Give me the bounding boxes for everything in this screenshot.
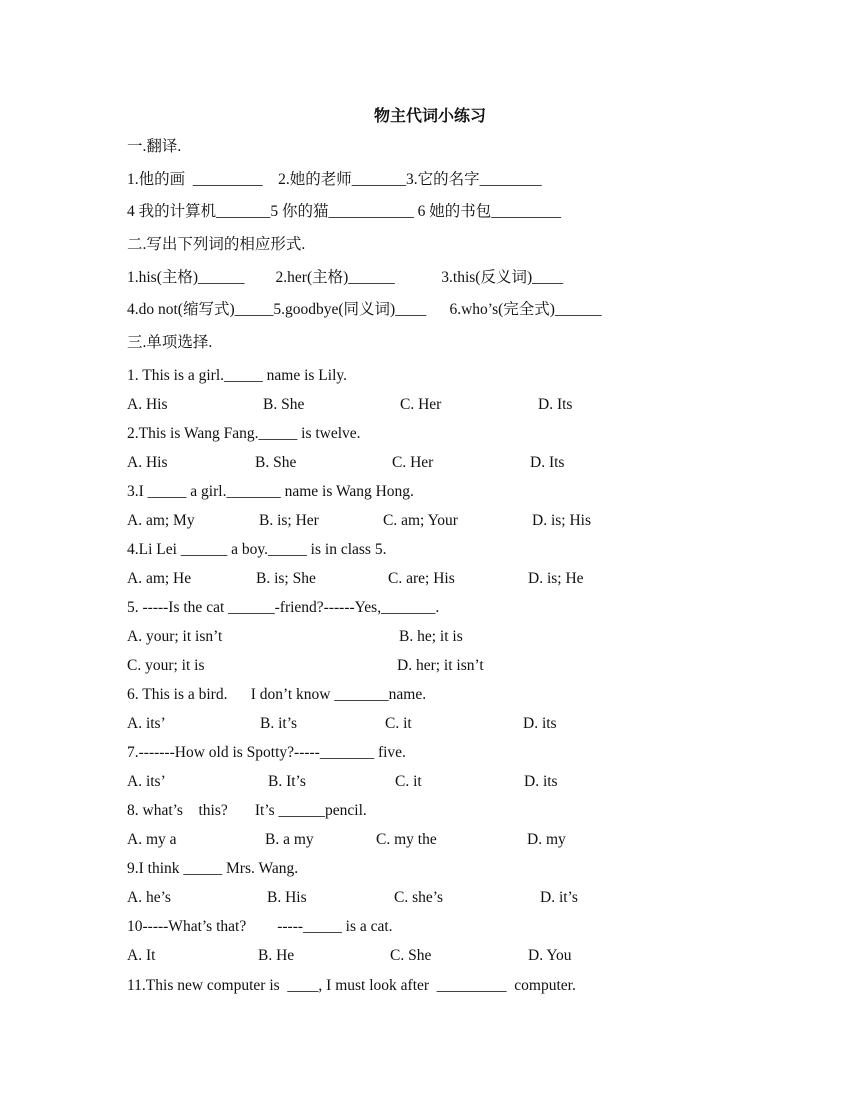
q7-option-b: B. It’s [268,773,306,790]
question-4: 4.Li Lei ______ a boy._____ is in class 5. [127,541,387,558]
q10-option-d: D. You [528,947,572,964]
q9-option-b: B. His [267,889,307,906]
q10-option-c: C. She [390,947,432,964]
page-title: 物主代词小练习 [373,108,486,125]
question-8: 8. what’s this? It’s ______pencil. [127,802,367,819]
q2-option-d: D. Its [530,454,565,471]
q5-option-b: B. he; it is [399,628,463,645]
q8-option-b: B. a my [265,831,314,848]
question-6: 6. This is a bird. I don’t know _______name. [127,686,427,703]
q1-option-c: C. Her [400,396,442,413]
section-2-line-1: 1.his(主格)______ 2.her(主格)______ 3.this(反义词)____ [127,269,564,286]
q9-option-a: A. he’s [127,889,171,906]
q1-option-a: A. His [127,396,168,413]
q5-option-d: D. her; it isn’t [397,657,484,674]
question-10: 10-----What’s that? -----_____ is a cat. [127,918,393,935]
q7-option-a: A. its’ [127,773,166,790]
q4-option-b: B. is; She [256,570,316,587]
q4-option-d: D. is; He [528,570,584,587]
section-1-line-1: 1.他的画 _________ 2.她的老师_______3.它的名字________ [127,171,542,188]
question-1: 1. This is a girl._____ name is Lily. [127,367,347,384]
q1-option-b: B. She [263,396,305,413]
q9-option-c: C. she’s [394,889,444,906]
q10-option-a: A. It [127,947,156,964]
q7-option-d: D. its [524,773,558,790]
q8-option-d: D. my [527,831,566,848]
q6-option-c: C. it [385,715,412,732]
question-9: 9.I think _____ Mrs. Wang. [127,860,299,877]
q4-option-a: A. am; He [127,570,192,587]
q6-option-a: A. its’ [127,715,166,732]
section-3-heading: 三.单项选择. [127,334,213,351]
q9-option-d: D. it’s [540,889,578,906]
question-7: 7.-------How old is Spotty?-----_______ five. [127,744,406,761]
q7-option-c: C. it [395,773,422,790]
q2-option-a: A. His [127,454,168,471]
q1-option-d: D. Its [538,396,573,413]
section-2-heading: 二.写出下列词的相应形式. [127,236,306,253]
q2-option-c: C. Her [392,454,434,471]
q6-option-d: D. its [523,715,557,732]
section-1-heading: 一.翻译. [127,138,182,155]
q3-option-b: B. is; Her [259,512,319,529]
q4-option-c: C. are; His [388,570,455,587]
section-1-line-2: 4 我的计算机_______5 你的猫___________ 6 她的书包_________ [127,203,562,220]
question-11: 11.This new computer is ____, I must look after _________ computer. [127,977,576,994]
q6-option-b: B. it’s [260,715,298,732]
q5-option-c: C. your; it is [127,657,205,674]
q8-option-a: A. my a [127,831,177,848]
question-2: 2.This is Wang Fang._____ is twelve. [127,425,361,442]
q10-option-b: B. He [258,947,295,964]
section-2-line-2: 4.do not(缩写式)_____5.goodbye(同义词)____ 6.who’s(完全式)______ [127,301,602,318]
q3-option-c: C. am; Your [383,512,458,529]
q5-option-a: A. your; it isn’t [127,628,223,645]
question-3: 3.I _____ a girl._______ name is Wang Hong. [127,483,414,500]
q3-option-d: D. is; His [532,512,591,529]
q2-option-b: B. She [255,454,297,471]
q3-option-a: A. am; My [127,512,195,529]
q8-option-c: C. my the [376,831,437,848]
question-5: 5. -----Is the cat ______-friend?------Yes,_______. [127,599,440,616]
